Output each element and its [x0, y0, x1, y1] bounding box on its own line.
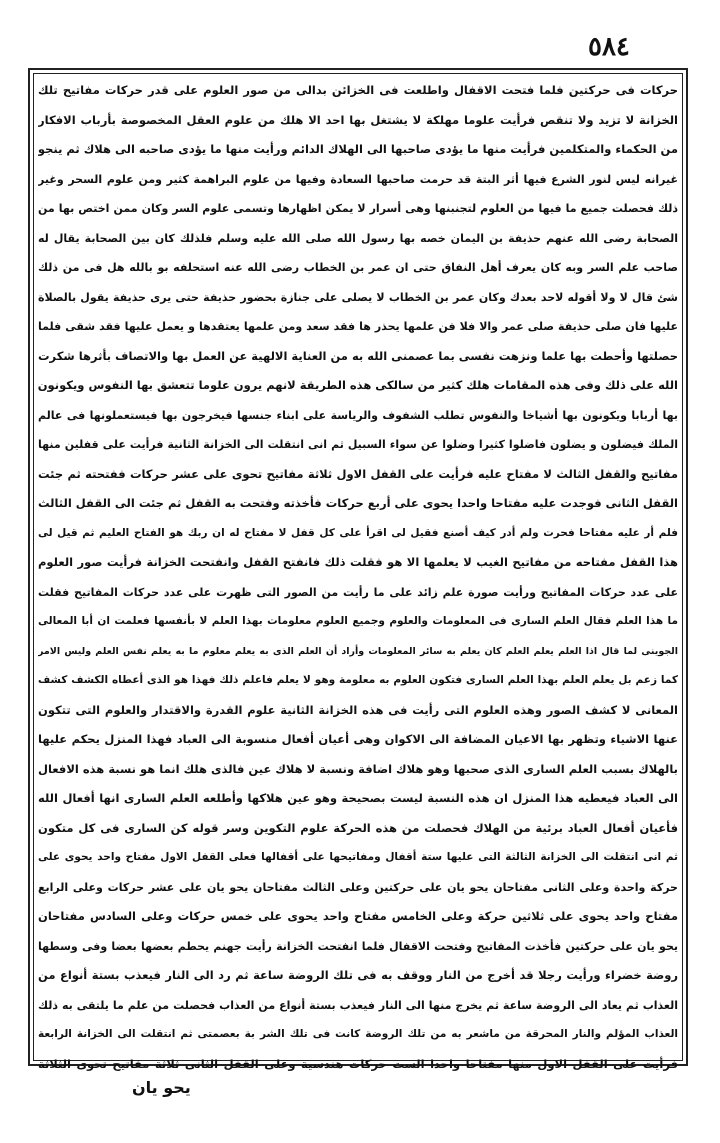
text-line: شئ قال لا ولا أقوله لاحد بعدك وكان عمر بن الخطاب لا يصلى على جنازة بحضور حذيفة حتى يرى حذيفة يقول بالصلاة: [38, 290, 678, 304]
text-frame: [28, 68, 688, 1071]
text-line: العذاب المؤلم والنار المحرقة من ماشعر به من تلك الروضة كانت فى تلك الشر بة بعصمتى ثم انتقلت الى الخزانة الرابعة: [38, 1028, 678, 1040]
text-line: القفل الثانى فوجدت عليه مفتاحا واحدا يحوى على أربع حركات فأخذته وفتحت به القفل ثم جئت الى القفل الثالث: [38, 496, 678, 510]
text-line: حصلتها وأحطت بها علما ونزهت نفسى بما عصمنى الله به من العناية الالهية عن العمل بها والاتصاف بأثرها شكرت: [38, 348, 678, 363]
text-line: يحو يان على حركتين فأخذت المفاتيح وفتحت الاقفال فلما انفتحت الخزانة رأيت جهنم يحطم بعضها بعضا وفى وسطها: [38, 939, 678, 953]
text-line: الملك فيضلون و يضلون فاضلوا كثيرا وضلوا عن سواء السبيل ثم انى انتقلت الى الخزانة الثانية فرأيت على قفلين منها: [38, 438, 678, 451]
text-line: الجوينى لما قال اذا العلم يعلم العلم كان يعلم به سائر المعلومات وأراد أن العلم الذى به يعلم معلوم ما به يعلم نفس العلم وليس الامر: [38, 645, 678, 657]
text-line: فلم أر عليه مفتاحا فحرت ولم أدر كيف أصنع فقيل لى اقرأ على كل قفل لا مفتاح له ان ربك هو الفتاح العليم ثم قيل لى: [38, 526, 678, 539]
text-line: روضة خضراء ورأيت رجلا قد أخرج من النار ووقف به فى تلك الروضة ساعة ثم رد الى النار فيعذب بستة أنواع من: [38, 968, 678, 982]
text-line: من الحكماء والمتكلمين فرأيت منها ما يؤدى صاحبها الى الهلاك الدائم ورأيت منها ما يؤدى صاحبه الى هلاك ثم ينجو: [38, 142, 678, 156]
text-line: ذلك فحصلت جميع ما فيها من العلوم لتجنبنها وهى أسرار لا يمكن اظهارها وتسمى علوم السر وكان ممن اختص بها من: [38, 202, 678, 215]
text-line: حركة واحدة وعلى الثانى مفتاحان يحو يان على حركتين وعلى الثالث مفتاحان يحو يان على عشر حركات وعلى الرابع: [38, 880, 678, 894]
catchword: يحو يان: [132, 1078, 191, 1097]
text-line: ما هذا العلم فقال العلم السارى فى المعلومات والعلوم وجميع العلوم معلومات بهذا العلم لا بأنفسها فعلمت ان أبا المعالى: [38, 615, 678, 627]
text-line: كما زعم بل يعلم العلم بهذا العلم السارى فتكون العلوم به معلومة وهو لا يعلم فاعلم ذلك فهذا هو الذى أعطاه الكشف كشف: [38, 674, 678, 686]
text-line: حركات فى حركتين فلما فتحت الاقفال واطلعت فى الخزائن بدالى من صور العلوم على قدر حركات مفاتيح تلك: [38, 83, 678, 97]
text-line: عنها الاشياء وتظهر بها الاعيان المضافة الى الاكوان وهى أعيان أفعال منسوبة الى العباد فهذا المنزل يحكم عليها: [38, 732, 678, 746]
text-line: العذاب ثم يعاد الى الروضة ساعة ثم يخرج منها الى النار فيعذب بستة أنواع من العذاب فحصلت من علم ما يلتقى به ذلك: [38, 998, 678, 1012]
text-line: ثم انى انتقلت الى الخزانة الثالثة التى عليها ستة أقفال ومفاتيحها على أقفالها فعلى القفل الاول مفتاح واحد يحوى على: [38, 851, 678, 863]
text-line: المعانى لا كشف الصور وهذه العلوم التى رأيت فى هذه الخزانة الثانية علوم القدرة والاقتدار والعلوم التى تتكون: [38, 702, 678, 717]
text-line: مفتاح واحد يحوى على ثلاثين حركة وعلى الخامس مفتاح واحد يحوى على خمس حركات وعلى السادس مفتاحان: [38, 909, 678, 923]
text-line: غيرانه ليس لنور الشرع فيها أثر البتة قد حرمت صاحبها السعادة وفيها من علوم البراهمة كثير ومن علوم السحر وغير: [38, 172, 678, 186]
text-line: الى العباد فيعطيه هذا المنزل ان هذه النسبة ليست بصحيحة وهو عين هلاكها وأطلعه العلم السارى انها أفعال الله: [38, 791, 678, 805]
text-line: الله على ذلك وفى هذه المقامات هلك كثير من سالكى هذه الطريقة لانهم يرون علوما تتعشق بها النفوس ويكونون: [38, 378, 678, 392]
text-line: فرأيت على القفل الاول منها مفتاحا واحدا الست حركات هندسية وعلى القفل الثانى ثلاثة مفاتيح تحوى الثلاثة: [38, 1056, 678, 1071]
text-line: بالهلاك بسبب العلم السارى الذى صحبها وهو هلاك اضافة ونسبة لا هلاك عين فالذى هلك انما هو نسبة هذه الافعال: [38, 761, 678, 776]
text-line: فأعيان أفعال العباد برئية من الهلاك فحصلت من هذه الحركة علوم التكوين وسر قوله كن السارى فى كل متكون: [38, 820, 678, 835]
text-line: هذا القفل مفتاحه من مفاتيح الغيب لا يعلمها الا هو فقلت ذلك فانفتح القفل وانفتحت الخزانة فرأيت صور العلوم: [38, 555, 678, 569]
text-line: الصحابة رضى الله عنهم حذيفة بن اليمان خصه بها رسول الله صلى الله عليه وسلم فلذلك كان بين الصحابة يقال له: [38, 231, 678, 245]
text-line: مفاتيح والقفل الثالث لا مفتاح عليه فرأيت على القفل الاول ثلاثة مفاتيح تحوى على عشر حركات ففتحته ثم جئت: [38, 466, 678, 481]
text-line: صاحب علم السر وبه كان يعرف أهل النفاق حتى ان عمر بن الخطاب رضى الله عنه استحلفه بو بالله هل فى من ذلك: [38, 261, 678, 274]
text-line: على عدد حركات المفاتيح ورأيت صورة علم زائد على ما رأيت من الصور التى ظهرت على عدد حركات المفاتيح فقلت: [38, 585, 678, 599]
text-line: بها أربابا ويكونون بها أشياخا والنفوس تطلب الشفوف والرياسة على ابناء جنسها فيخرجون بها فيستعملونها فى عالم: [38, 408, 678, 422]
page-number: ٥٨٤: [588, 32, 630, 62]
text-line: عليها فان صلى حذيفة صلى عمر والا فلا فن علمها يحذر ها فقد سعد ومن علمها يعتقدها و يعمل عليها فقد شقى فلما: [38, 320, 678, 333]
text-line: الخزانة لا تزيد ولا تنقص فرأيت علوما مهلكة لا يشتغل بها احد الا هلك من علوم العقل المخصوصة بأرباب الافكار: [38, 112, 678, 127]
main-text-block: [38, 76, 678, 1071]
